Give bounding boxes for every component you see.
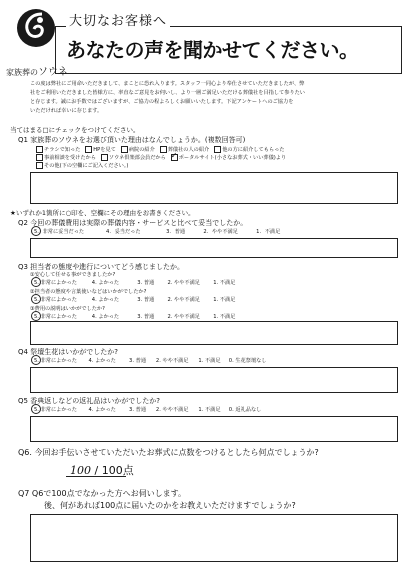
q1-option-label: チラシで知った — [44, 147, 81, 153]
scale-option[interactable]: 5. 非常によかった — [34, 407, 77, 413]
q3-scale-2 — [34, 296, 235, 303]
q7-label-2: 後、何があれば100点に届いたのかをお教えいただけますでしょうか? — [44, 501, 296, 510]
scale-option[interactable]: 1. 不満足 — [256, 229, 281, 235]
q1-label: Q1 家族葬のソウネをお選び頂いた理由はなんでしょうか。(複数回答可) — [18, 136, 246, 144]
q1-option-checkbox[interactable] — [85, 146, 92, 153]
check-mark-icon: ✓ — [170, 151, 178, 160]
scale-option[interactable]: 4. よかった — [91, 297, 120, 303]
q1-option-checkbox[interactable] — [36, 162, 43, 169]
scale-option[interactable]: 4. よかった — [88, 358, 116, 364]
q2-label: Q2 今回の葬儀費用は実際の葬儀内容・サービスと比べて妥当でしたか。 — [18, 219, 248, 227]
scale-option[interactable]: 1. 不満足 — [213, 280, 236, 286]
q1-option-checkbox[interactable] — [101, 154, 108, 161]
brand-prefix: 家族葬の — [6, 68, 38, 77]
scale-option[interactable]: 5. 非常によかった — [34, 314, 77, 320]
intro-line: いただければ幸いに存じます。 — [30, 108, 103, 114]
q1-option-label: 事前相談を受けたから — [44, 155, 96, 161]
q3-sub-3: ③費用の説明はいかがでしたか? — [30, 306, 105, 312]
q1-option-checkbox[interactable] — [160, 146, 167, 153]
q1-answer-box[interactable] — [30, 172, 398, 204]
q5-label: Q5 香典返しなどの返礼品はいかがでしたか? — [18, 397, 160, 405]
scale-option[interactable]: 2. やや不満足 — [155, 407, 189, 413]
scale-option[interactable]: 5. 非常によかった — [34, 297, 77, 303]
q3-scale-1 — [34, 279, 235, 286]
q1-option-label: 他の方に紹介してもらった — [222, 147, 285, 153]
scale-option[interactable]: 1. 不満足 — [213, 314, 236, 320]
q6-underline — [66, 476, 126, 477]
brand-name — [6, 63, 68, 78]
q1-option-checkbox[interactable] — [121, 146, 128, 153]
scale-option[interactable]: 0. 返礼品なし — [228, 407, 262, 413]
q6-handwritten-answer[interactable]: 100 — [70, 464, 91, 477]
q4-answer-box[interactable] — [30, 367, 398, 393]
page-subtitle: 大切なお客様へ — [66, 10, 170, 29]
selected-circle-mark — [31, 226, 41, 236]
brand-main: ソウネ — [38, 67, 68, 78]
q4-label: Q4 祭壇生花はいかがでしたか? — [18, 348, 118, 356]
q1-option-checkbox[interactable] — [214, 146, 221, 153]
q3-answer-box[interactable] — [30, 321, 398, 345]
scale-option[interactable]: 4. よかった — [91, 314, 120, 320]
scale-option[interactable]: 2. やや不満足 — [167, 314, 200, 320]
scale-option[interactable]: 1. 不満足 — [198, 407, 221, 413]
q1-row-3 — [36, 162, 128, 169]
intro-text — [30, 80, 385, 116]
q5-answer-box[interactable] — [30, 416, 398, 442]
scale-option[interactable]: 3. 普通 — [137, 297, 155, 303]
q1-option-label: ソウネ倶楽部会員だから — [108, 155, 166, 161]
q1-option-label: HPを見て — [93, 147, 116, 153]
q2-answer-box[interactable] — [30, 238, 398, 258]
q3-sub-1: ①安心して任せる事ができましたか? — [30, 272, 116, 278]
brand-logo-icon — [16, 8, 56, 48]
scale-option[interactable]: 3. 普通 — [129, 358, 147, 364]
q6-score-suffix: / 100点 — [94, 464, 134, 477]
q1-option-checkbox[interactable] — [36, 146, 43, 153]
q2-scale — [34, 228, 280, 235]
page-title: あなたの声を聞かせてください。 — [66, 38, 359, 62]
q1-row-1 — [36, 146, 284, 153]
q1-option-checkbox[interactable] — [36, 154, 43, 161]
selected-circle-mark — [31, 294, 41, 304]
scale-option[interactable]: 1. 不満足 — [198, 358, 221, 364]
q3-scale-3 — [34, 313, 235, 320]
scale-option[interactable]: 3. 普通 — [137, 280, 155, 286]
q1-row-2 — [36, 151, 287, 161]
scale-option[interactable]: 2. やや不満足 — [155, 358, 189, 364]
q7-answer-box[interactable] — [30, 514, 398, 562]
scale-option[interactable]: 4. 妥当だった — [106, 229, 141, 235]
scale-option[interactable]: 5. 非常に妥当だった — [34, 229, 85, 235]
scale-option[interactable]: 1. 不満足 — [213, 297, 236, 303]
q1-option-label: その他(下の空欄にご記入ください。) — [44, 163, 129, 169]
q1-option-label: 病院の紹介 — [128, 147, 155, 153]
scale-option[interactable]: 3. 普通 — [166, 229, 186, 235]
selected-circle-mark — [31, 355, 41, 365]
scale-option[interactable]: 3. 普通 — [129, 407, 147, 413]
q6-label: Q6. 今回お手伝いさせていただいたお葬式に点数をつけるとしたら何点でしょうか? — [18, 448, 319, 457]
scale-option[interactable]: 3. 普通 — [137, 314, 155, 320]
instruction-2: ★いずれか1箇所に○印を、空欄にその理由をお書きください。 — [10, 209, 195, 217]
selected-circle-mark — [31, 277, 41, 287]
scale-option[interactable]: 2. やや不満足 — [167, 280, 200, 286]
q3-label: Q3 担当者の態度や進行についてどう感じましたか。 — [18, 263, 185, 271]
q7-label-1: Q7 Q6で100点でなかった方へお伺いします。 — [18, 489, 186, 498]
q3-sub-2: ②担当者の態度や言葉使いなどはいかがでしたか? — [30, 289, 147, 295]
scale-option[interactable]: 2. やや不満足 — [167, 297, 200, 303]
instruction-text: 当てはまる□にチェックをつけてください。 — [10, 126, 140, 134]
scale-option[interactable]: 2. やや不満足 — [203, 229, 238, 235]
selected-circle-mark — [31, 404, 41, 414]
q4-scale — [34, 357, 267, 364]
selected-circle-mark — [31, 311, 41, 321]
scale-option[interactable]: 5. 非常によかった — [34, 358, 77, 364]
intro-line: と存じます。誠にお手数ではございますが、ご協力の程よろしくお願いいたします。下記アンケートへのご協力を — [30, 99, 294, 105]
scale-option[interactable]: 5. 非常によかった — [34, 280, 77, 286]
intro-line: 社をご利用いただきました皆様方に、率直なご意見をお伺いし、より一層ご満足いただける葬儀社を目指して参りたい — [30, 90, 305, 96]
scale-option[interactable]: 4. よかった — [88, 407, 116, 413]
scale-option[interactable]: 0. 生花祭壇なし — [228, 358, 267, 364]
q1-option-checkbox-checked[interactable] — [170, 151, 178, 161]
q1-option-label: 葬儀社の人の紹介 — [167, 147, 210, 153]
scale-option[interactable]: 4. よかった — [91, 280, 120, 286]
q1-option-label: ポータルサイト(小さなお葬式・いい葬儀)より — [178, 155, 287, 161]
q5-scale — [34, 406, 261, 413]
intro-line: この度は弊社にご用命いただきまして、まことに恐れ入ります。スタッフ一同心より奉仕させていただきましたが、弊 — [30, 81, 305, 87]
